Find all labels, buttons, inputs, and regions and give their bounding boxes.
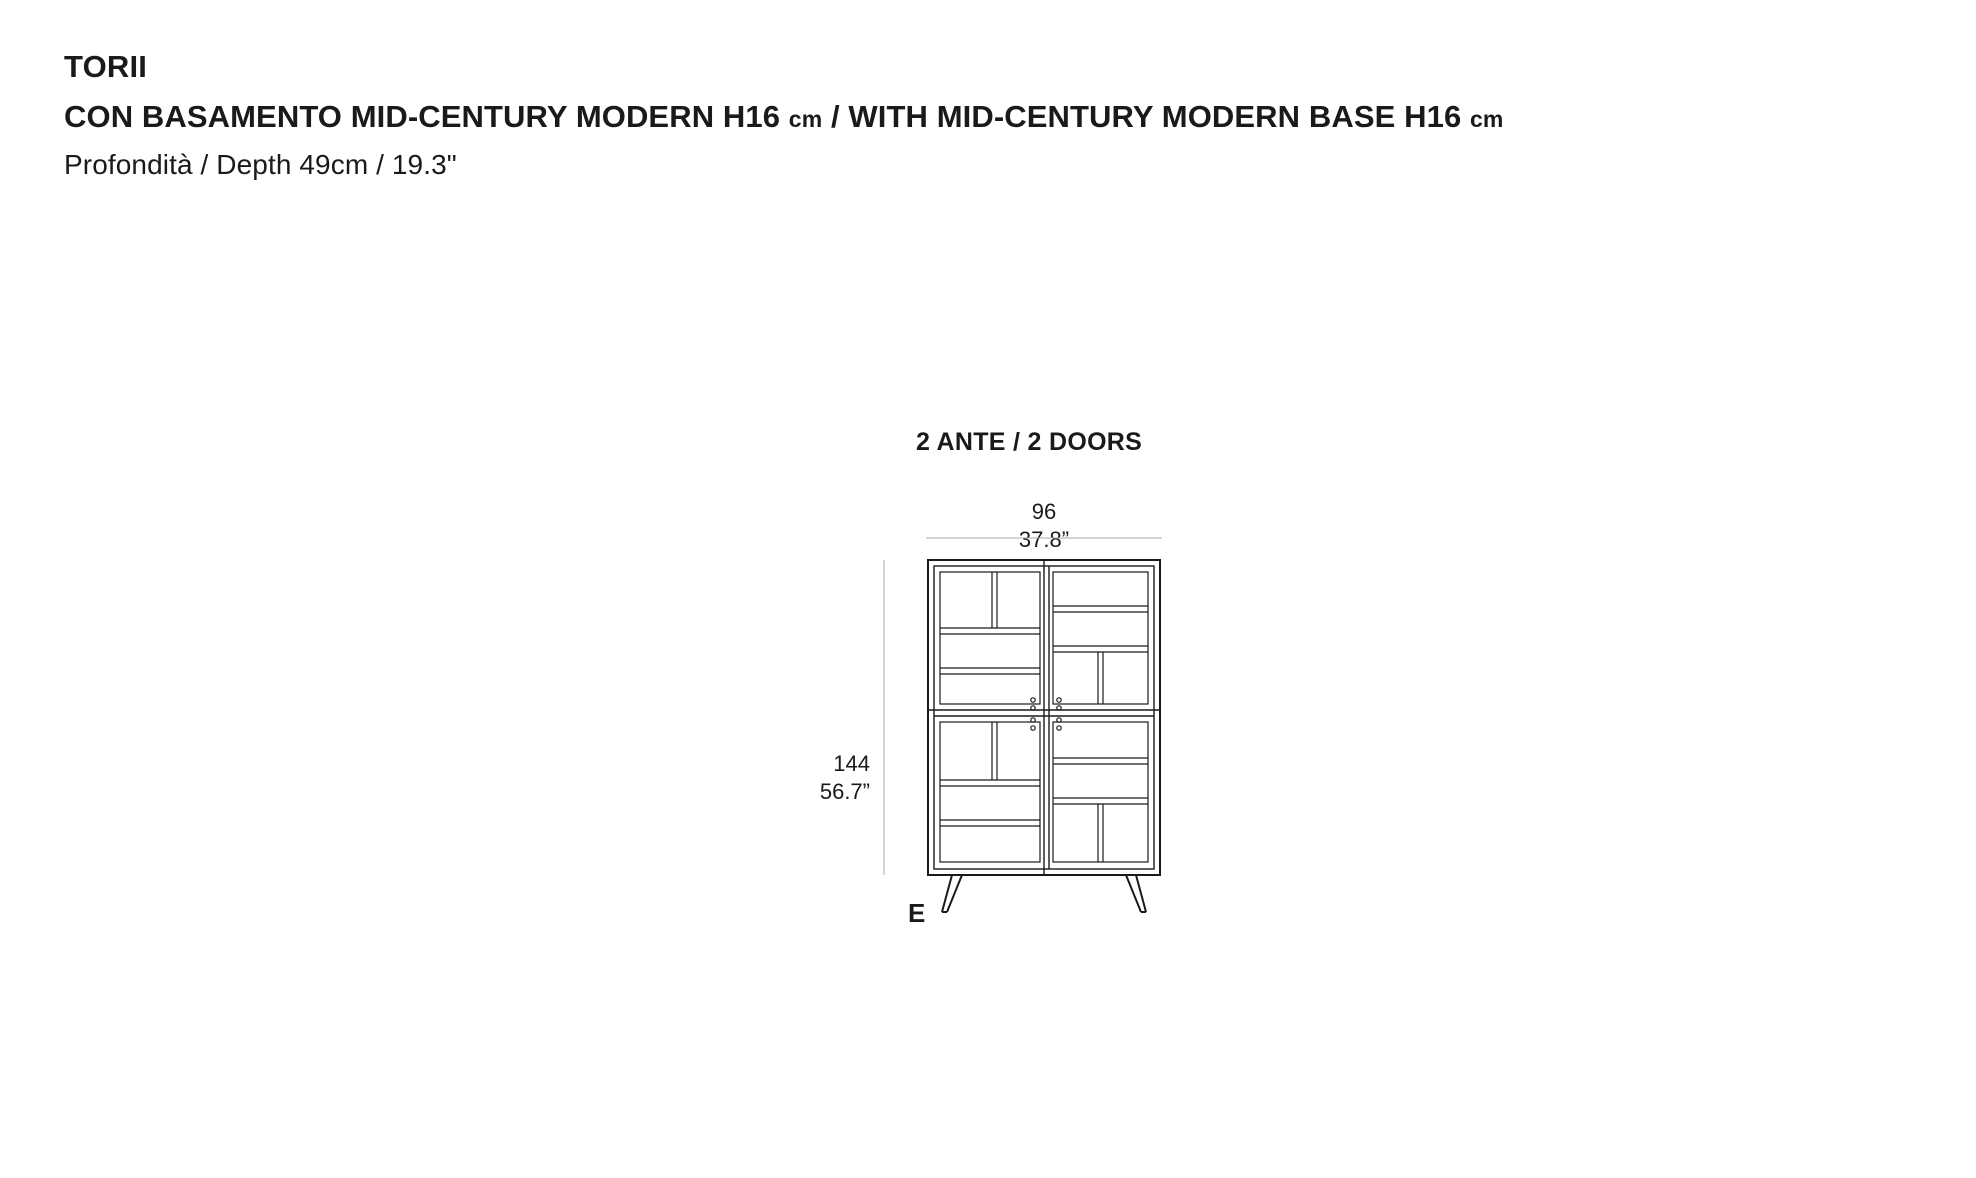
upper-left-door[interactable]: [940, 572, 1040, 704]
cabinet-technical-drawing: [780, 400, 1200, 1000]
variant-letter-label: E: [908, 898, 926, 928]
subtitle-main-text: CON BASAMENTO MID-CENTURY MODERN H16: [64, 98, 789, 134]
cabinet-inner-frame: [928, 560, 1160, 875]
upper-right-door[interactable]: [1053, 572, 1148, 704]
subtitle-mid-text: / WITH MID-CENTURY MODERN BASE H16: [822, 98, 1470, 134]
dimension-guide-lines: [884, 538, 1162, 875]
page-title: TORII: [64, 49, 148, 84]
cabinet-drawing-figure: [780, 400, 1200, 1000]
subtitle-unit-cm-2: cm: [1470, 105, 1504, 132]
header-block: [64, 46, 1914, 184]
height-value-inch: 56.7”: [819, 778, 870, 804]
cabinet-legs: [942, 875, 1146, 912]
depth-specification: Profondità / Depth 49cm / 19.3": [64, 149, 457, 181]
product-subtitle: [64, 97, 1914, 137]
width-value-inch: 37.8”: [1018, 526, 1070, 552]
height-value-cm: 144: [833, 751, 870, 776]
width-value-cm: 96: [1031, 499, 1057, 524]
lower-left-door[interactable]: [940, 722, 1040, 862]
subtitle-unit-cm-1: cm: [788, 105, 823, 132]
lower-right-door[interactable]: [1053, 722, 1148, 862]
door-handles[interactable]: [1031, 698, 1061, 730]
figure-caption: 2 ANTE / 2 DOORS: [916, 428, 1143, 456]
